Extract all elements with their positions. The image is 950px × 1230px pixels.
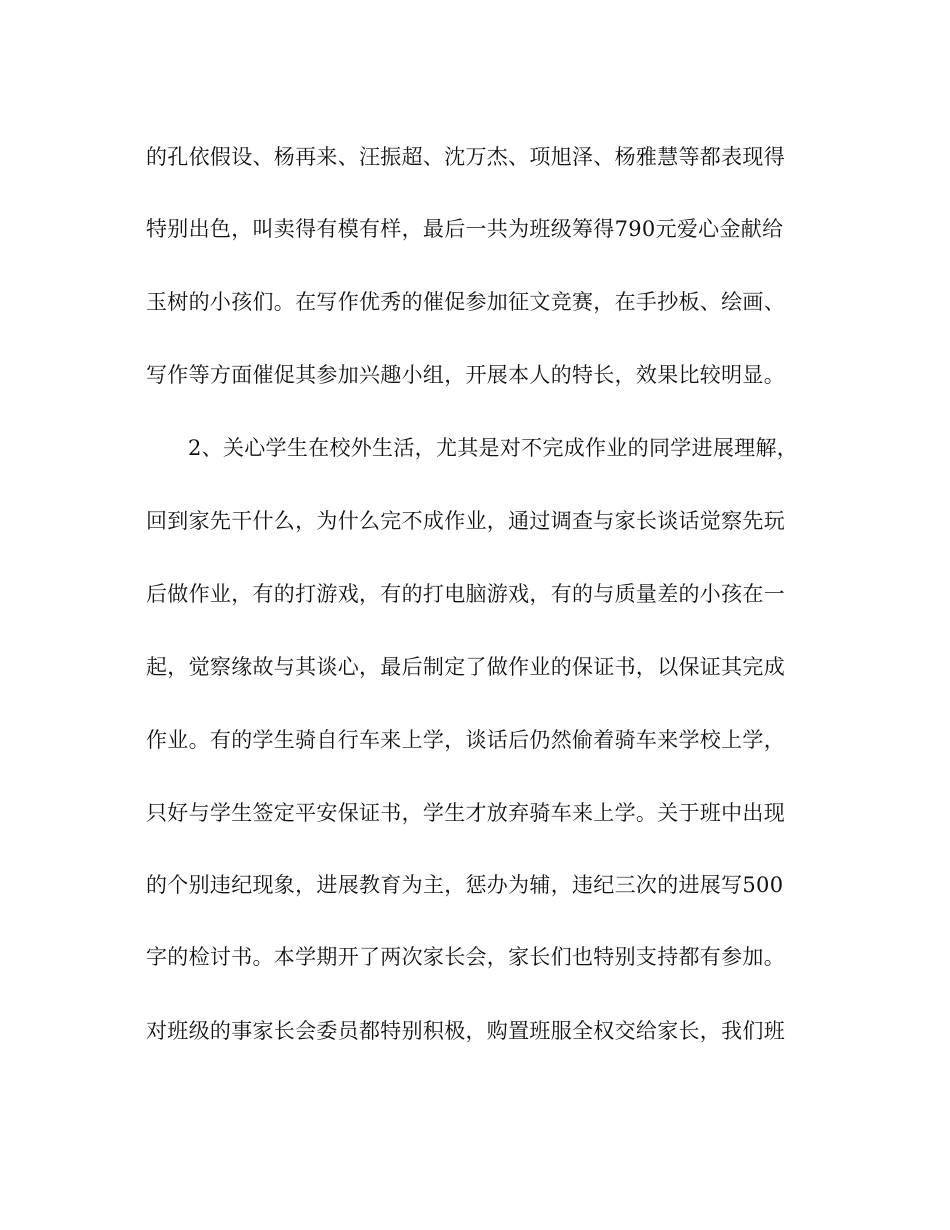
text-line: 后做作业，有的打游戏，有的打电脑游戏，有的与质量差的小孩在一: [146, 582, 785, 606]
text-line: 只好与学生签定平安保证书，学生才放弃骑车来上学。关于班中出现: [146, 801, 785, 825]
text-line: 回到家先干什么，为什么完不成作业，通过调查与家长谈话觉察先玩: [146, 509, 785, 533]
text-line: 作业。有的学生骑自行车来上学，谈话后仍然偷着骑车来学校上学，: [146, 728, 785, 752]
text-line: 特别出色，叫卖得有模有样，最后一共为班级筹得790元爱心金献给: [146, 217, 784, 241]
paragraph-first-line: 2、关心学生在校外生活，尤其是对不完成作业的同学进展理解，: [188, 436, 799, 460]
text-line: 字的检讨书。本学期开了两次家长会，家长们也特别支持都有参加。: [146, 945, 785, 969]
text-line: 起，觉察缘故与其谈心，最后制定了做作业的保证书，以保证其完成: [146, 655, 785, 679]
text-line: 写作等方面催促其参加兴趣小组，开展本人的特长，效果比较明显。: [146, 363, 785, 387]
text-line: 的孔依假设、杨再来、汪振超、沈万杰、项旭泽、杨雅慧等都表现得: [146, 145, 785, 169]
text-line: 的个别违纪现象，进展教育为主，惩办为辅，违纪三次的进展写500: [146, 873, 784, 897]
text-line: 对班级的事家长会委员都特别积极，购置班服全权交给家长，我们班: [146, 1019, 785, 1043]
text-line: 玉树的小孩们。在写作优秀的催促参加征文竞赛，在手抄板、绘画、: [146, 290, 785, 314]
